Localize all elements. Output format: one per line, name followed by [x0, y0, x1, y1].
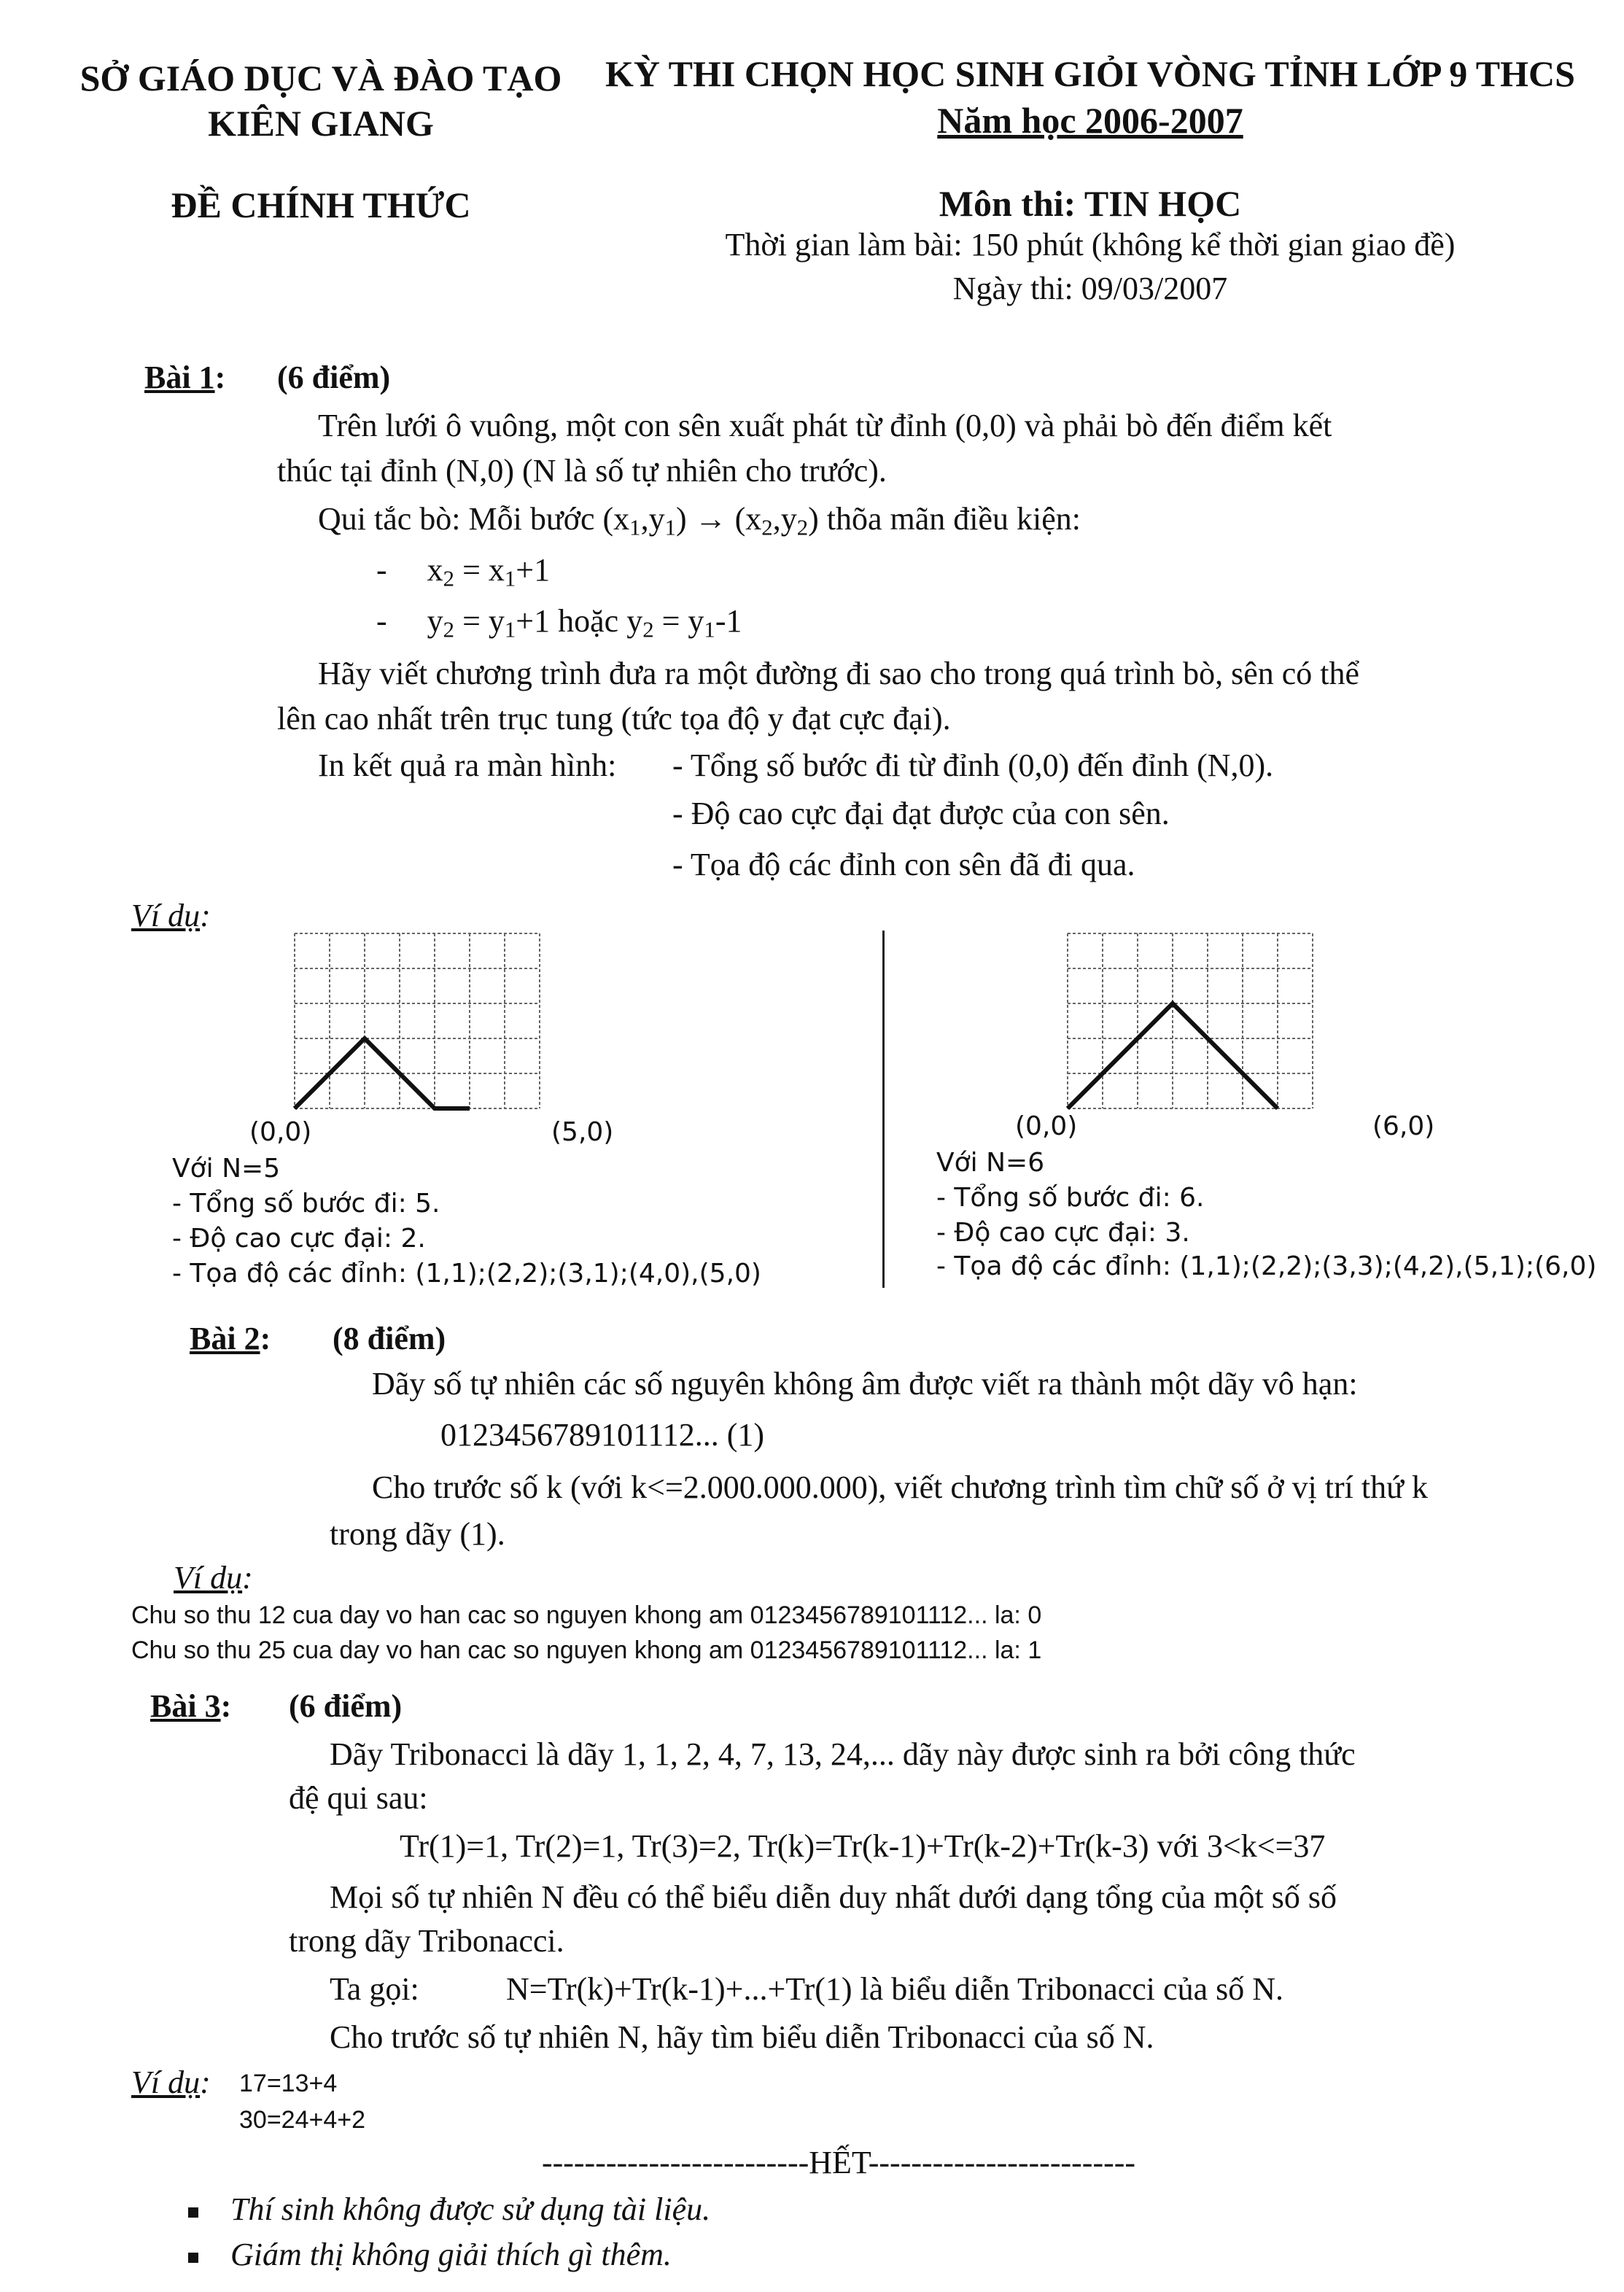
bai3-points: (6 điểm) — [289, 1688, 403, 1724]
arrow-icon: → — [694, 501, 727, 537]
example1-start-label: (0,0) — [249, 1117, 312, 1147]
example2-start-label: (0,0) — [1015, 1111, 1078, 1141]
bai2-line1: Dãy số tự nhiên các số nguyên không âm được viết ra thành một dãy vô hạn: — [372, 1366, 1358, 1402]
bai3-line5-def: N=Tr(k)+Tr(k-1)+...+Tr(1) là biểu diễn Tribonacci của số N. — [506, 1971, 1283, 2007]
bai3-line1: Dãy Tribonacci là dãy 1, 1, 2, 4, 7, 13, 24,... dãy này được sinh ra bởi công thức — [330, 1736, 1356, 1772]
bai1-label: Bài 1 — [144, 360, 215, 395]
example2-n: Với N=6 — [936, 1148, 1045, 1178]
bai3-formula: Tr(1)=1, Tr(2)=1, Tr(3)=2, Tr(k)=Tr(k-1)+Tr(k-2)+Tr(k-3) với 3<k<=37 — [400, 1828, 1326, 1864]
bai2-sequence: 0123456789101112... (1) — [440, 1417, 765, 1453]
bai3-line3: Mọi số tự nhiên N đều có thể biểu diễn duy nhất dưới dạng tổng của một số số — [330, 1879, 1337, 1915]
bai1-para1-line1: Trên lưới ô vuông, một con sên xuất phát từ đỉnh (0,0) và phải bò đến điểm kết — [318, 408, 1332, 443]
example1-gridlines — [295, 933, 540, 1108]
example2-grid — [1057, 926, 1437, 1116]
rule-tail: thõa mãn điều kiện: — [826, 501, 1081, 537]
exam-date: Ngày thi: 09/03/2007 — [952, 271, 1228, 306]
example1-coords: - Tọa độ các đỉnh: (1,1);(2,2);(3,1);(4,0),(5,0) — [172, 1259, 761, 1289]
bai3-line5-label: Ta gọi: — [330, 1971, 419, 2007]
school-year: Năm học 2006-2007 — [937, 100, 1243, 141]
bai2-example-2: Chu so thu 25 cua day vo han cac so nguyen khong am 0123456789101112... la: 1 — [131, 1636, 1042, 1664]
bai3-example-label: Ví dụ: — [131, 2064, 211, 2100]
bai1-points: (6 điểm) — [277, 360, 391, 395]
official-label: ĐỀ CHÍNH THỨC — [171, 184, 471, 225]
bai2-line3: Cho trước số k (với k<=2.000.000.000), viết chương trình tìm chữ số ở vị trí thứ k — [372, 1469, 1428, 1505]
bai1-para2-line1: Hãy viết chương trình đưa ra một đường đi sao cho trong quá trình bò, sên có thể — [318, 656, 1360, 691]
bai3-line4: trong dãy Tribonacci. — [289, 1923, 564, 1959]
print-item-3: - Tọa độ các đỉnh con sên đã đi qua. — [672, 847, 1135, 882]
example2-height: - Độ cao cực đại: 3. — [936, 1218, 1190, 1248]
example1-n: Với N=5 — [172, 1154, 281, 1184]
bai3-example-2: 30=24+4+2 — [239, 2106, 366, 2134]
exam-title: KỲ THI CHỌN HỌC SINH GIỎI VÒNG TỈNH LỚP 9 THCS — [605, 53, 1575, 94]
bai1-rule-line: Qui tắc bò: Mỗi bước $(x_1,y_1) \to (x_2,y_2)$ thõa mãn điều kiện: — [318, 501, 1081, 540]
print-item-1: - Tổng số bước đi từ đỉnh (0,0) đến đỉnh (N,0). — [672, 747, 1274, 783]
example-divider — [882, 931, 885, 1288]
example1-grid — [284, 926, 605, 1116]
example1-height: - Độ cao cực đại: 2. — [172, 1224, 426, 1254]
bai2-label: Bài 2 — [190, 1321, 260, 1356]
print-item-2: - Độ cao cực đại đạt được của con sên. — [672, 796, 1170, 831]
example2-coords: - Tọa độ các đỉnh: (1,1);(2,2);(3,3);(4,2),(5,1);(6,0) — [936, 1251, 1597, 1281]
bai3-example-1: 17=13+4 — [239, 2070, 338, 2097]
bai3-label: Bài 3 — [150, 1688, 221, 1724]
bai1-example-label: Ví dụ: — [131, 898, 211, 933]
example2-end-label: (6,0) — [1372, 1111, 1435, 1141]
bai3-heading: Bài 3: — [150, 1688, 232, 1724]
bai1-para2-line2: lên cao nhất trên trục tung (tức tọa độ y đạt cực đại). — [277, 701, 951, 737]
province-name: KIÊN GIANG — [208, 103, 434, 144]
bai2-heading: Bài 2: — [190, 1321, 271, 1356]
bullet-icon — [188, 2207, 198, 2218]
example1-end-label: (5,0) — [551, 1117, 614, 1147]
bai1-heading: Bài 1: — [144, 360, 226, 395]
exam-duration: Thời gian làm bài: 150 phút (không kể thời gian giao đề) — [725, 227, 1456, 263]
example1-steps: - Tổng số bước đi: 5. — [172, 1189, 440, 1219]
subject-title: Môn thi: TIN HỌC — [939, 183, 1242, 224]
bai2-points: (8 điểm) — [333, 1321, 446, 1356]
bai1-para1-line2: thúc tại đỉnh (N,0) (N là số tự nhiên cho trước). — [277, 453, 887, 489]
example2-steps: - Tổng số bước đi: 6. — [936, 1183, 1205, 1213]
bai3-line2: đệ qui sau: — [289, 1780, 428, 1816]
rule-intro: Qui tắc bò: Mỗi bước — [318, 501, 595, 537]
footer-note-1: Thí sinh không được sử dụng tài liệu. — [188, 2191, 710, 2228]
bai2-example-label: Ví dụ: — [174, 1560, 253, 1596]
bai3-line6: Cho trước số tự nhiên N, hãy tìm biểu diễn Tribonacci của số N. — [330, 2019, 1154, 2055]
footer-note-2: Giám thị không giải thích gì thêm. — [188, 2236, 672, 2273]
end-marker: -------------------------HẾT------------------------- — [541, 2145, 1136, 2180]
department-name: SỞ GIÁO DỤC VÀ ĐÀO TẠO — [79, 58, 562, 98]
rule-condition-x: - $x_2 = x_1+1$ — [376, 552, 551, 591]
bullet-icon — [188, 2253, 198, 2263]
bai2-example-1: Chu so thu 12 cua day vo han cac so nguyen khong am 0123456789101112... la: 0 — [131, 1601, 1042, 1629]
print-intro: In kết quả ra màn hình: — [318, 747, 617, 783]
bai2-line4: trong dãy (1). — [330, 1516, 505, 1552]
rule-condition-y: - $y_2 = y_1+1$ hoặc $y_2 = y_1-1$ — [376, 603, 742, 642]
